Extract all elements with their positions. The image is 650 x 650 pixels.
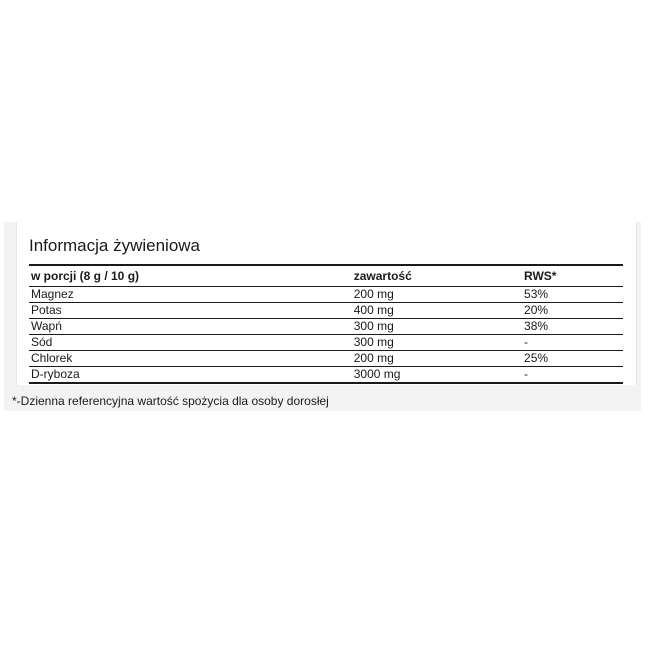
nutrient-amount: 400 mg [352, 303, 522, 319]
nutrient-rws: 20% [522, 303, 623, 319]
table-row [29, 351, 623, 367]
table-header-row [29, 265, 623, 287]
nutrient-amount: 200 mg [352, 351, 522, 367]
nutrient-rws: - [522, 335, 623, 351]
header-portion: w porcji (8 g / 10 g) [29, 265, 352, 287]
nutrition-panel [4, 222, 641, 411]
nutrient-name: Chlorek [29, 351, 352, 367]
nutrient-rws: 25% [522, 351, 623, 367]
nutrition-table [29, 264, 623, 384]
nutrient-amount: 3000 mg [352, 367, 522, 384]
table-row [29, 287, 623, 303]
nutrient-name: D-ryboza [29, 367, 352, 384]
nutrient-name: Sód [29, 335, 352, 351]
header-content: zawartość [352, 265, 522, 287]
table-row [29, 335, 623, 351]
header-rws: RWS* [522, 265, 623, 287]
table-row [29, 303, 623, 319]
nutrient-rws: 38% [522, 319, 623, 335]
table-row [29, 367, 623, 384]
nutrient-rws: - [522, 367, 623, 384]
nutrition-card [16, 222, 637, 385]
nutrient-amount: 300 mg [352, 335, 522, 351]
nutrient-rws: 53% [522, 287, 623, 303]
nutrient-amount: 200 mg [352, 287, 522, 303]
nutrient-amount: 300 mg [352, 319, 522, 335]
footnote: *-Dzienna referencyjna wartość spożycia dla osoby dorosłej [12, 394, 329, 408]
nutrition-title: Informacja żywieniowa [29, 236, 201, 255]
nutrient-name: Magnez [29, 287, 352, 303]
nutrient-name: Wapń [29, 319, 352, 335]
table-row [29, 319, 623, 335]
nutrient-name: Potas [29, 303, 352, 319]
